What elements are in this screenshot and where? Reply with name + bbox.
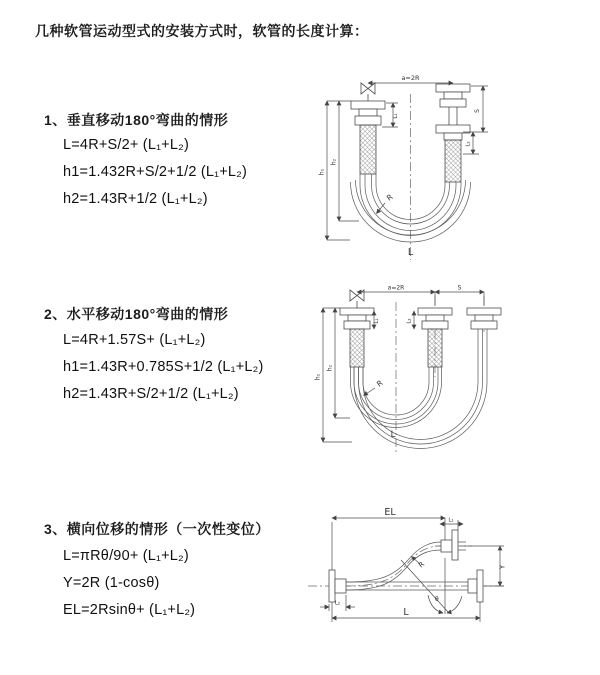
s-curve-hose [346,530,466,590]
section-3-formula-L: L=πRθ/90+ (L₁+L₂) [63,548,189,564]
dim-label-a2r: a=2R [387,284,405,292]
dimension-lines [320,507,507,622]
dim-label-h2: h₂ [326,364,334,372]
section-3-heading: 3、横向位移的情形（一次性变位） [44,521,270,537]
braided-hose-section [360,125,376,174]
valve-icon [350,290,364,301]
section-2-formula-h2: h2=1.43R+S/2+1/2 (L₁+L₂) [63,386,239,402]
dim-label-y: Y [498,564,507,570]
section-2-heading: 2、水平移动180°弯曲的情形 [44,306,229,322]
section-3-formula-Y: Y=2R (1-cosθ) [63,575,160,591]
dim-label-s: S [457,284,462,292]
section-2-formula-L: L=4R+1.57S+ (L₁+L₂) [63,332,206,348]
dim-label-h1: h₁ [318,168,326,176]
right-leg-fitting [467,308,501,329]
dim-label-el: EL [384,507,396,518]
radius-label: R [384,192,395,203]
page-title: 几种软管运动型式的安装方式时，软管的长度计算： [35,23,369,39]
valve-icon [361,83,375,94]
section-1-formula-h2: h2=1.43R+1/2 (L₁+L₂) [63,191,208,207]
dim-label-h1: h₁ [314,373,322,381]
length-label: L [390,430,396,440]
length-label: L [403,607,409,618]
dim-label-l1: L₁ [393,113,399,119]
section-1-formula-L: L=4R+S/2+ (L₁+L₂) [63,137,189,153]
left-leg-fitting [340,290,374,367]
left-flange [329,570,346,602]
middle-leg-fitting [418,308,452,367]
dim-label-h2: h₂ [330,158,338,166]
dim-label-l2: L₂ [406,318,413,324]
right-leg-fitting [436,84,470,182]
section-2-formula-h1: h1=1.43R+0.785S+1/2 (L₁+L₂) [63,359,264,375]
length-label: L [407,247,414,258]
dim-label-l1: L₁ [374,318,380,324]
section-1-heading: 1、垂直移动180°弯曲的情形 [44,112,229,128]
dim-label-a2r: a=2R [401,74,420,82]
section-1-formula-h1: h1=1.432R+S/2+1/2 (L₁+L₂) [63,164,248,180]
dimension-lines [315,285,485,443]
radius-label: R [374,378,385,389]
dim-label-theta: θ [435,596,439,603]
dim-label-s: S [474,109,481,113]
section-3-formula-EL: EL=2Rsinθ+ (L₁+L₂) [63,602,196,618]
upper-hub [441,540,452,552]
braided-hose-section [428,329,442,367]
diagram-horizontal-180-bend [312,282,600,460]
braided-hose-section [350,329,364,367]
diagram-lateral-displacement [300,500,600,645]
braided-hose-section [445,140,461,182]
dim-label-l1: L₁ [448,517,454,524]
hose-bundle [351,329,488,449]
upper-flange [452,530,458,560]
diagram-vertical-180-bend [313,70,595,268]
dim-label-l2: L₂ [465,141,472,147]
radius-label: R [417,560,427,570]
dim-label-l2: L₂ [334,600,341,607]
left-leg-fitting [351,83,385,174]
